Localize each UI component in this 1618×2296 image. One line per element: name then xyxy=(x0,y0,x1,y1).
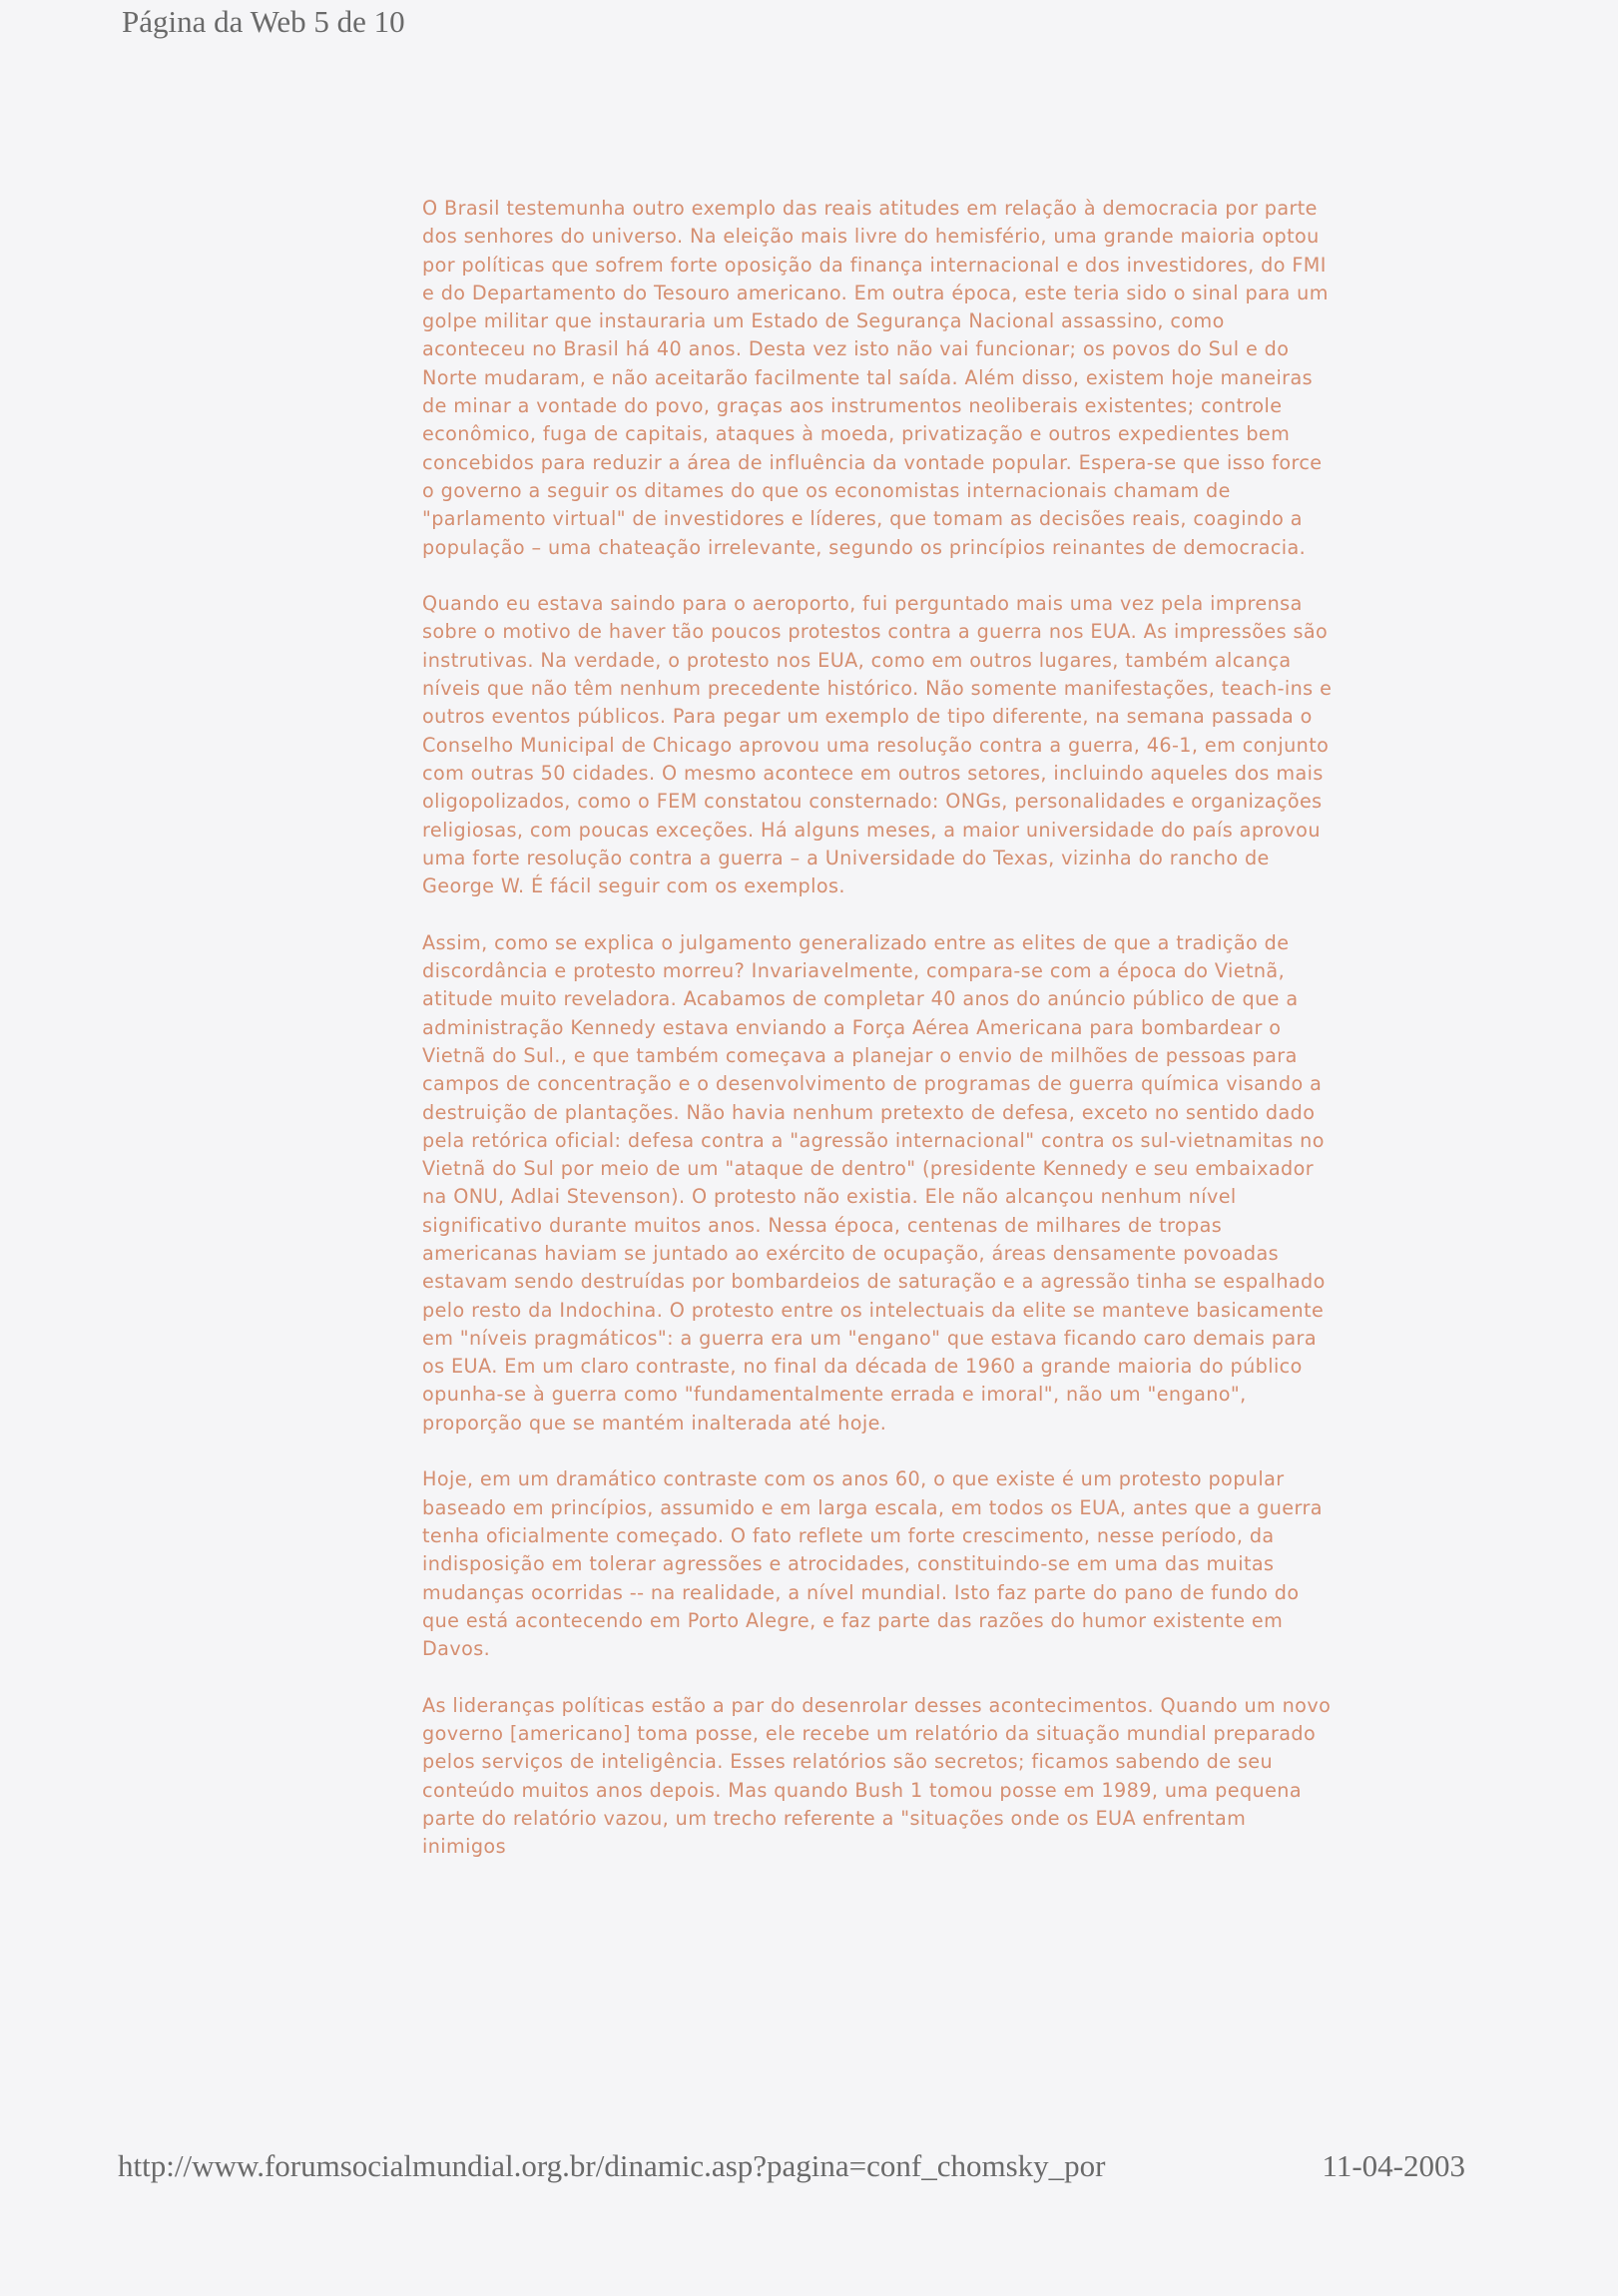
article-paragraph: As lideranças políticas estão a par do desenrolar desses acontecimentos. Quando um novo governo [americano] toma posse, ele recebe um relatório da situação mundial preparado pelos serviços de inteligência. Esses relatórios são secretos; ficamos sabendo de seu conteúdo muitos anos depois. Mas quando Bush 1 tomou posse em 1989, uma pequena parte do relatório vazou, um trecho referente a "situações onde os EUA enfrentam inimigos xyxy=(422,1693,1332,1859)
footer-url: http://www.forumsocialmundial.org.br/dinamic.asp?pagina=conf_chomsky_por xyxy=(118,2148,1106,2183)
footer-date: 11-04-2003 xyxy=(1322,2148,1465,2183)
article-paragraph: Hoje, em um dramático contraste com os anos 60, o que existe é um protesto popular baseado em princípios, assumido e em larga escala, em todos os EUA, antes que a guerra tenha oficialmente começado. O fato reflete um forte crescimento, nesse período, da indisposição em tolerar agressões e atrocidades, constituindo-se em uma das muitas mudanças ocorridas -- na realidade, a nível mundial. Isto faz parte do pano de fundo do que está acontecendo em Porto Alegre, e faz parte das razões do humor existente em Davos. xyxy=(422,1467,1323,1661)
page-footer xyxy=(118,2148,1465,2192)
article-body xyxy=(422,195,1333,1890)
page-counter-header: Página da Web 5 de 10 xyxy=(122,4,405,39)
article-paragraph: Quando eu estava saindo para o aeroporto, fui perguntado mais uma vez pela imprensa sobre o motivo de haver tão poucos protestos contra a guerra nos EUA. As impressões são instrutivas. Na verdade, o protesto nos EUA, como em outros lugares, também alcança níveis que não têm nenhum precedente histórico. Não somente manifestações, teach-ins e outros eventos públicos. Para pegar um exemplo de tipo diferente, na semana passada o Conselho Municipal de Chicago aprovou uma resolução contra a guerra, 46-1, em conjunto com outras 50 cidades. O mesmo acontece em outros setores, incluindo aqueles dos mais oligopolizados, como o FEM constatou consternado: ONGs, personalidades e organizações religiosas, com poucas exceções. Há alguns meses, a maior universidade do país aprovou uma forte resolução contra a guerra – a Universidade do Texas, vizinha do rancho de George W. É fácil seguir com os exemplos. xyxy=(422,592,1333,898)
article-paragraph: O Brasil testemunha outro exemplo das reais atitudes em relação à democracia por parte dos senhores do universo. Na eleição mais livre do hemisfério, uma grande maioria optou por políticas que sofrem forte oposição da finança internacional e dos investidores, do FMI e do Departamento do Tesouro americano. Em outra época, este teria sido o sinal para um golpe militar que instauraria um Estado de Segurança Nacional assassino, como aconteceu no Brasil há 40 anos. Desta vez isto não vai funcionar; os povos do Sul e do Norte mudaram, e não aceitarão facilmente tal saída. Além disso, existem hoje maneiras de minar a vontade do povo, graças aos instrumentos neoliberais existentes; controle econômico, fuga de capitais, ataques à moeda, privatização e outros expedientes bem concebidos para reduzir a área de influência da vontade popular. Espera-se que isso force o governo a seguir os ditames do que os economistas internacionais chamam de "parlamento virtual" de investidores e líderes, que tomam as decisões reais, coagindo a população – uma chateação irrelevante, segundo os princípios reinantes de democracia. xyxy=(422,197,1329,559)
article-paragraph: Assim, como se explica o julgamento generalizado entre as elites de que a tradição de discordância e protesto morreu? Invariavelmente, compara-se com a época do Vietnã, atitude muito reveladora. Acabamos de completar 40 anos do anúncio público de que a administração Kennedy estava enviando a Força Aérea Americana para bombardear o Vietnã do Sul., e que também começava a planejar o envio de milhões de pessoas para campos de concentração e o desenvolvimento de programas de guerra química visando a destruição de plantações. Não havia nenhum pretexto de defesa, exceto no sentido dado pela retórica oficial: defesa contra a "agressão internacional" contra os sul-vietnamitas no Vietnã do Sul por meio de um "ataque de dentro" (presidente Kennedy e seu embaixador na ONU, Adlai Stevenson). O protesto não existia. Ele não alcançou nenhum nível significativo durante muitos anos. Nessa época, centenas de milhares de tropas americanas haviam se juntado ao exército de ocupação, áreas densamente povoadas estavam sendo destruídas por bombardeios de saturação e a agressão tinha se espalhado pelo resto da Indochina. O protesto entre os intelectuais da elite se manteve basicamente em "níveis pragmáticos": a guerra era um "engano" que estava ficando caro demais para os EUA. Em um claro contraste, no final da década de 1960 a grande maioria do público opunha-se à guerra como "fundamentalmente errada e imoral", não um "engano", proporção que se mantém inalterada até hoje. xyxy=(422,930,1326,1435)
